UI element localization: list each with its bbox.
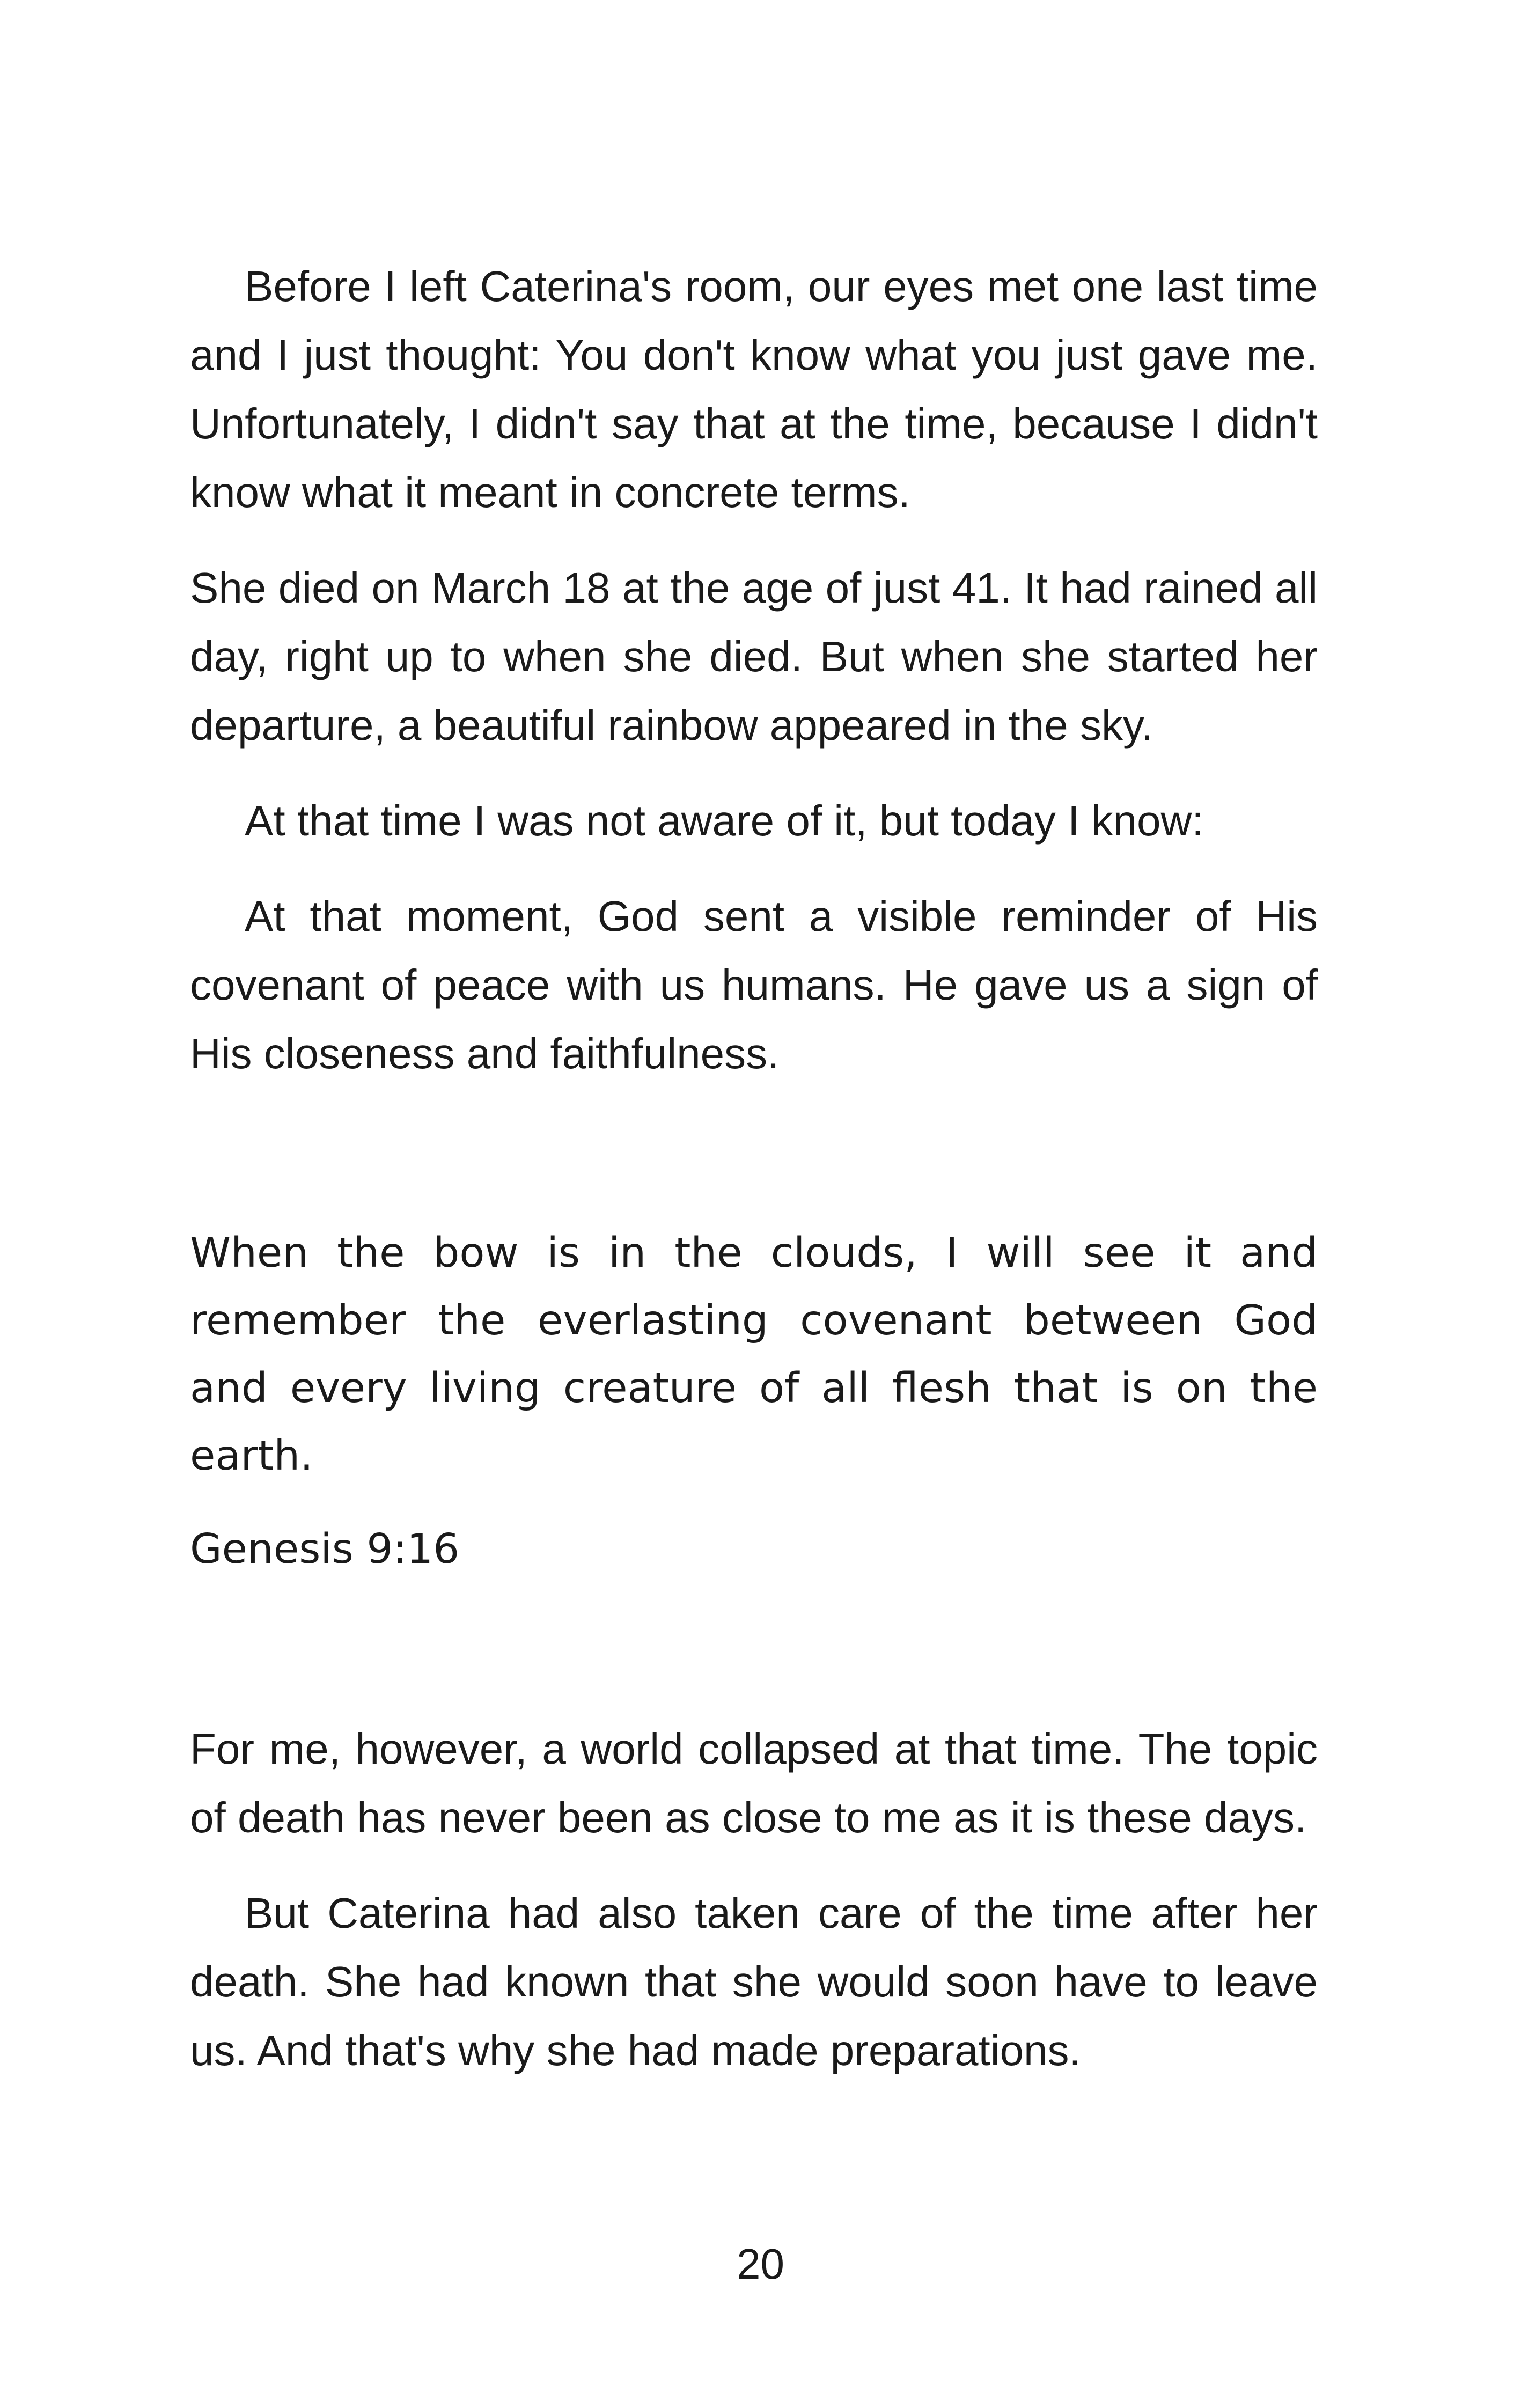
scripture-quote (190, 1220, 1318, 1583)
paragraph-1: Before I left Caterina's room, our eyes met one last time and I just thought: You don't know what you just gave me. Unfortunately, I didn't say that at the time, because I didn't know what it meant in concrete terms. (190, 262, 1318, 516)
paragraph-5: For me, however, a world collapsed at that time. The topic of death has never been as close to me as it is these days. (190, 1725, 1318, 1841)
page-number: 20 (737, 2240, 784, 2288)
quote-text: When the bow is in the clouds, I will see it and remember the everlasting covenant between God and every living creature of all flesh that is on the earth. (190, 1229, 1318, 1480)
paragraph-2: She died on March 18 at the age of just 41. It had rained all day, right up to when she died. But when she started her departure, a beautiful rainbow appeared in the sky. (190, 564, 1318, 749)
paragraph-6: But Caterina had also taken care of the time after her death. She had known that she would soon have to leave us. And that's why she had made preparations. (190, 1889, 1318, 2074)
quote-reference: Genesis 9:16 (190, 1525, 460, 1573)
paragraph-4: At that moment, God sent a visible reminder of His covenant of peace with us humans. He gave us a sign of His closeness and faithfulness. (190, 892, 1318, 1077)
page-body (190, 252, 1318, 2085)
paragraph-3: At that time I was not aware of it, but today I know: (245, 797, 1204, 845)
